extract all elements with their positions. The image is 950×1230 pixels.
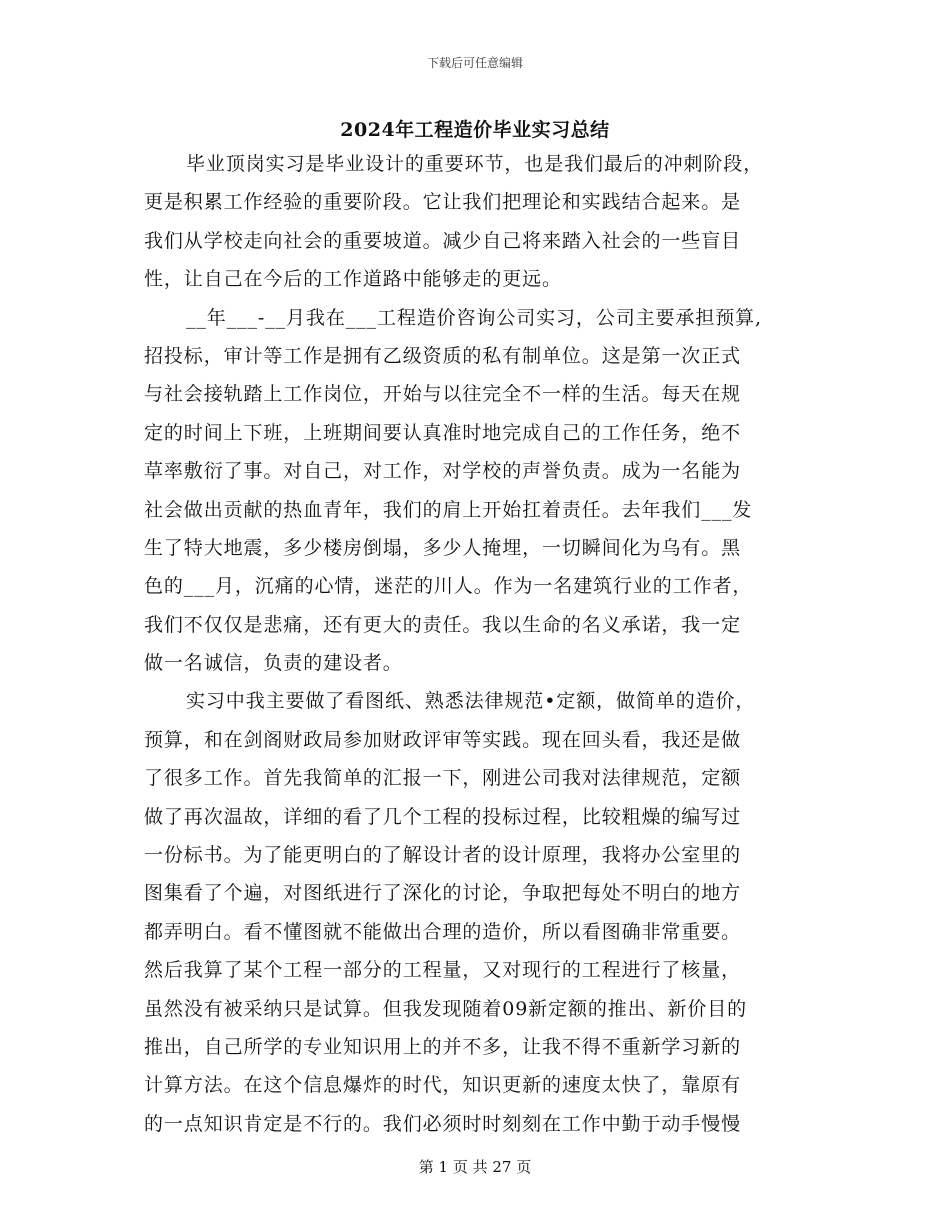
text-line: 做了再次温故，详细的看了几个工程的投标过程，比较粗燥的编写过: [144, 805, 742, 828]
text-line: 性，让自己在今后的工作道路中能够走的更远。: [144, 268, 562, 291]
text-line: 招投标，审计等工作是拥有乙级资质的私有制单位。这是第一次正式: [144, 344, 742, 367]
text-line: 预算，和在剑阁财政局参加财政评审等实践。现在回头看，我还是做: [144, 728, 742, 751]
text-line: 实习中我主要做了看图纸、熟悉法律规范•定额，做简单的造价，: [186, 690, 756, 713]
text-line: 做一名诚信，负责的建设者。: [144, 652, 403, 675]
paragraph-1: [144, 145, 804, 299]
text-line: 草率敷衍了事。对自己，对工作，对学校的声誉负责。成为一名能为: [144, 460, 742, 483]
text-line: 生了特大地震，多少楼房倒塌，多少人掩埋，一切瞬间化为乌有。黑: [144, 536, 742, 559]
document-title: 2024年工程造价毕业实习总结: [340, 119, 610, 141]
text-line: 一份标书。为了能更明白的了解设计者的设计原理，我将办公室里的: [144, 844, 742, 867]
text-line: 与社会接轨踏上工作岗位，开始与以往完全不一样的生活。每天在规: [144, 383, 742, 406]
text-line: 色的___月，沉痛的心情，迷茫的川人。作为一名建筑行业的工作者，: [144, 575, 753, 598]
text-line: 定的时间上下班，上班期间要认真准时地完成自己的工作任务，绝不: [144, 421, 742, 444]
text-line: 计算方法。在这个信息爆炸的时代，知识更新的速度太快了，靠原有: [144, 1074, 742, 1097]
text-line: 然后我算了某个工程一部分的工程量，又对现行的工程进行了核量，: [144, 959, 742, 982]
text-line: 都弄明白。看不懂图就不能做出合理的造价，所以看图确非常重要。: [144, 920, 742, 943]
text-line: 我们从学校走向社会的重要坡道。减少自己将来踏入社会的一些盲目: [144, 229, 742, 252]
text-line: 了很多工作。首先我简单的汇报一下，刚进公司我对法律规范，定额: [144, 767, 742, 790]
text-line: 我们不仅仅是悲痛，还有更大的责任。我以生命的名义承诺，我一定: [144, 613, 742, 636]
text-line: 社会做出贡献的热血青年，我们的肩上开始扛着责任。去年我们___发: [144, 498, 753, 521]
paragraph-3: [144, 682, 804, 1143]
paragraph-2: [144, 299, 804, 683]
text-line: 虽然没有被采纳只是试算。但我发现随着09新定额的推出、新价目的: [144, 997, 748, 1020]
page-header: 下载后可任意编辑: [426, 56, 523, 70]
text-line: 毕业顶岗实习是毕业设计的重要环节，也是我们最后的冲刺阶段，: [186, 153, 764, 175]
text-line: __年___-__月我在___工程造价咨询公司实习，公司主要承担预算,: [186, 306, 762, 329]
text-line: 图集看了个遍，对图纸进行了深化的讨论，争取把每处不明白的地方: [144, 882, 742, 905]
document-body: [144, 145, 804, 1143]
page-footer: 第 1 页 共 27 页: [418, 1158, 532, 1176]
text-line: 更是积累工作经验的重要阶段。它让我们把理论和实践结合起来。是: [144, 191, 742, 214]
text-line: 推出，自己所学的专业知识用上的并不多，让我不得不重新学习新的: [144, 1035, 742, 1058]
text-line: 的一点知识肯定是不行的。我们必须时时刻刻在工作中勤于动手慢慢: [144, 1112, 742, 1135]
